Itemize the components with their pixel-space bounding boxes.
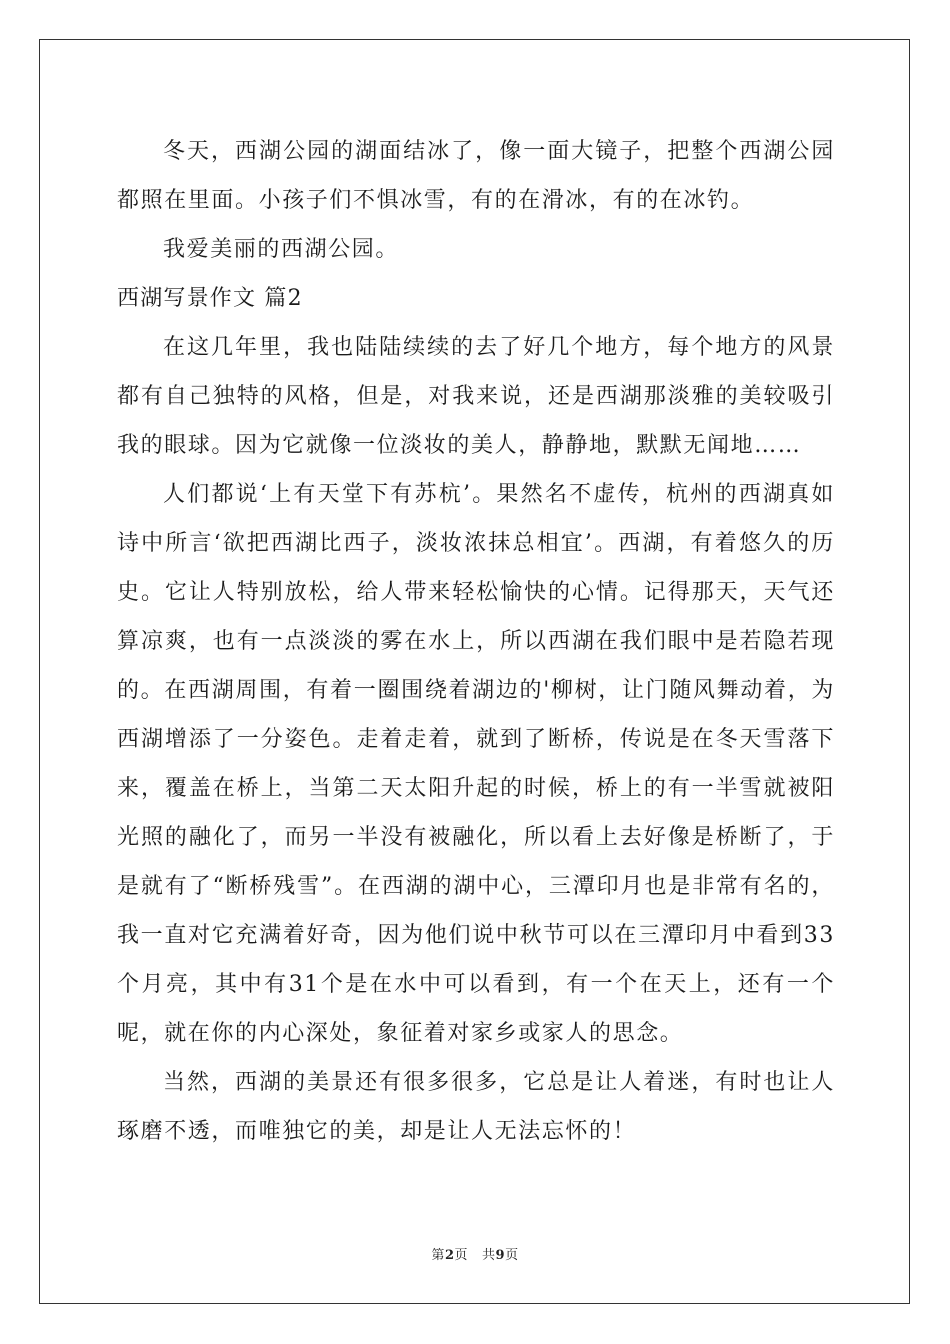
paragraph-love-park: 我爱美丽的西湖公园。 <box>163 237 400 262</box>
paragraph-main: 人们都说‘上有天堂下有苏杭’。果然名不虚传，杭州的西湖真如诗中所言‘欲把西湖比西子，淡妆浓抹总相宜’。西湖，有着悠久的历史。它让人特别放松，给人带来轻松愉快的心情。记得那天，天气还算凉爽，也有一点淡淡的雾在水上，所以西湖在我们眼中是若隐若现的。在西湖周围，有着一圈围绕着湖边的'柳树，让门随风舞动着，为西湖增添了一分姿色。走着走着，就到了断桥，传说是在冬天雪落下来，覆盖在桥上，当第二天太阳升起的时候，桥上的有一半雪就被阳光照的融化了，而另一半没有被融化，所以看上去好像是桥断了，于是就有了“断桥残雪”。在西湖的湖中心，三潭印月也是非常有名的，我一直对它充满着好奇，因为他们说中秋节可以在三潭印月中看到33个月亮，其中有31个是在水中可以看到，有一个在天上，还有一个呢，就在你的内心深处，象征着对家乡或家人的思念。 <box>117 482 835 1046</box>
section-heading: 西湖写景作文 篇2 <box>117 286 303 311</box>
total-prefix: 共 <box>482 1248 496 1263</box>
page-footer <box>0 1247 950 1265</box>
page-total: 9 <box>495 1248 506 1263</box>
page-prefix: 第 <box>431 1248 445 1263</box>
page-suffix: 页 <box>454 1248 468 1263</box>
paragraph-conclusion: 当然，西湖的美景还有很多很多，它总是让人着迷，有时也让人琢磨不透，而唯独它的美，却是让人无法忘怀的！ <box>117 1070 835 1144</box>
paragraph-winter: 冬天，西湖公园的湖面结冰了，像一面大镜子，把整个西湖公园都照在里面。小孩子们不惧冰雪，有的在滑冰，有的在冰钓。 <box>117 139 835 213</box>
paragraph-intro: 在这几年里，我也陆陆续续的去了好几个地方，每个地方的风景都有自己独特的风格，但是，对我来说，还是西湖那淡雅的美较吸引我的眼球。因为它就像一位淡妆的美人，静静地，默默无闻地…… <box>117 335 835 458</box>
total-suffix: 页 <box>505 1248 519 1263</box>
page-current: 2 <box>444 1248 455 1263</box>
document-body <box>117 127 835 1156</box>
